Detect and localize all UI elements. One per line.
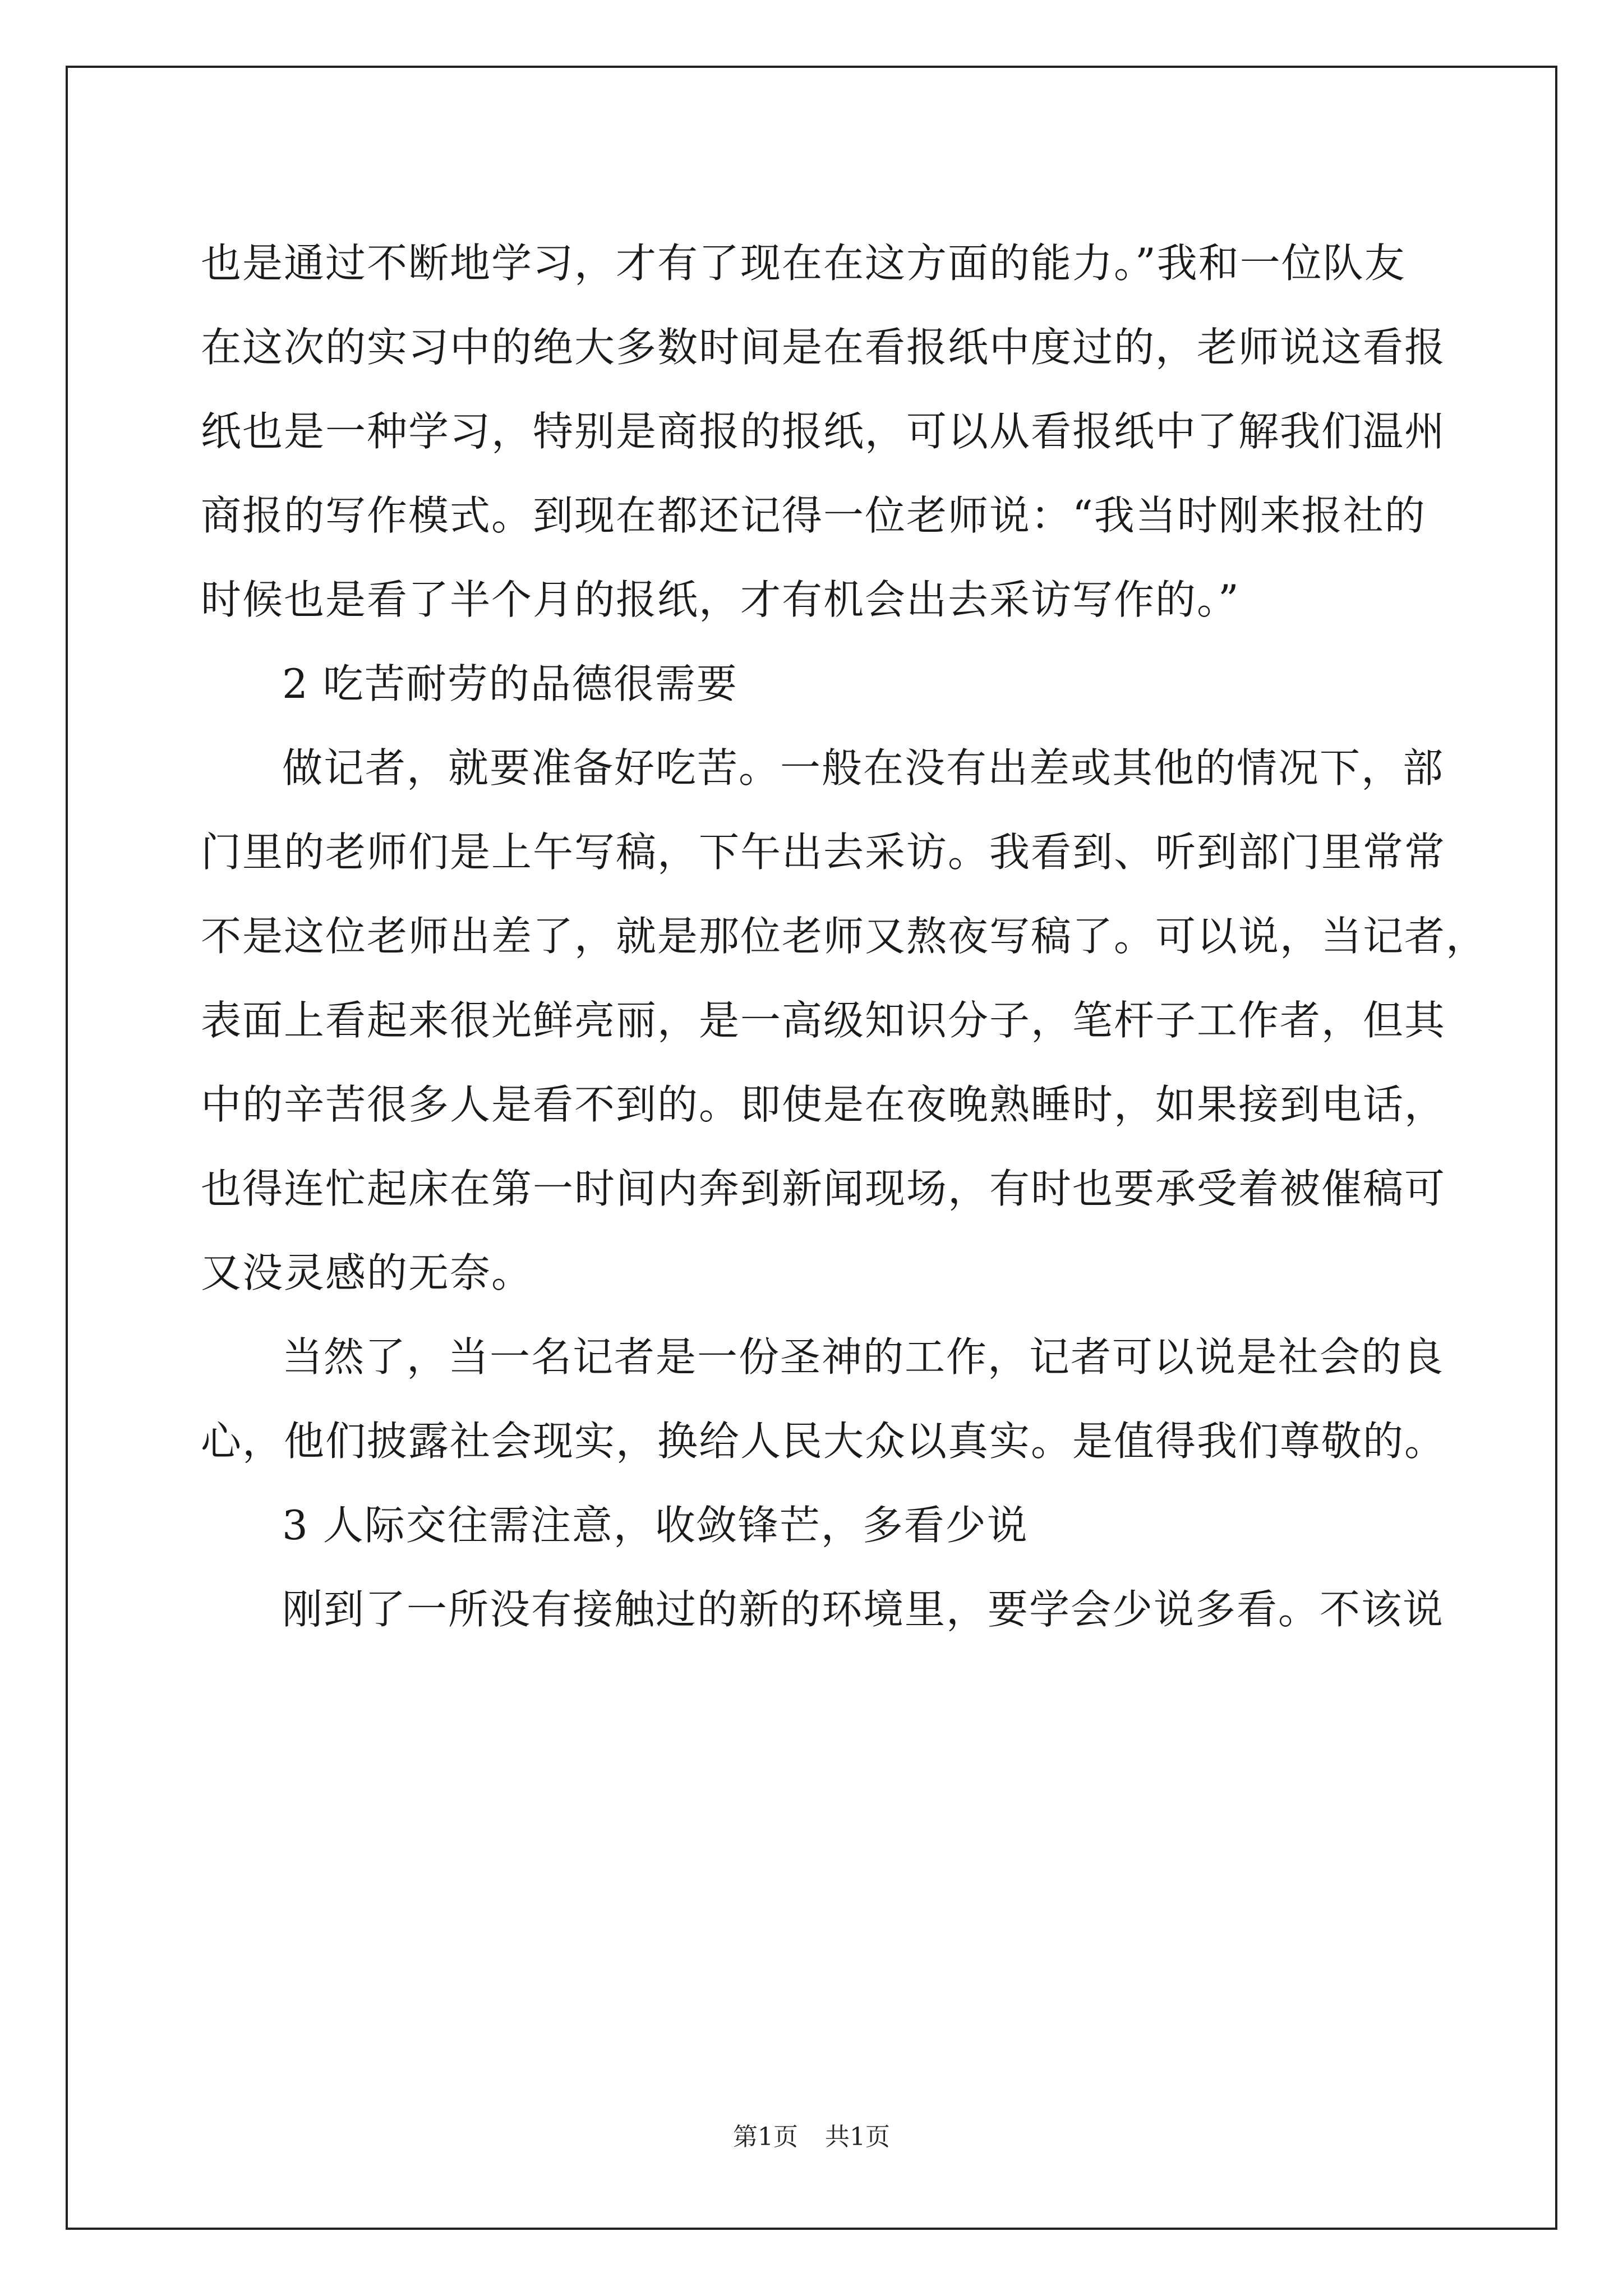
text-line: 做记者，就要准备好吃苦。一般在没有出差或其他的情况下，部: [282, 744, 1445, 792]
text-line: 纸也是一种学习，特别是商报的报纸，可以从看报纸中了解我们温州: [201, 408, 1446, 455]
text-line: 商报的写作模式。到现在都还记得一位老师说：“我当时刚来报社的: [201, 492, 1426, 539]
section-heading: 3 人际交往需注意，收敛锋芒，多看少说: [282, 1502, 1029, 1549]
text-line: 也是通过不断地学习，才有了现在在这方面的能力。”我和一位队友: [201, 240, 1406, 287]
text-line: 当然了，当一名记者是一份圣神的工作，记者可以说是社会的良: [282, 1333, 1445, 1381]
page-number: 第1页: [733, 2123, 798, 2151]
text-line: 也得连忙起床在第一时间内奔到新闻现场，有时也要承受着被催稿可: [201, 1165, 1446, 1212]
text-line: 中的辛苦很多人是看不到的。即使是在夜晚熟睡时，如果接到电话，: [201, 1081, 1446, 1128]
text-line: 在这次的实习中的绝大多数时间是在看报纸中度过的，老师说这看报: [201, 324, 1446, 371]
text-line: 心，他们披露社会现实，换给人民大众以真实。是值得我们尊敬的。: [201, 1418, 1446, 1465]
text-line: 不是这位老师出差了，就是那位老师又熬夜写稿了。可以说，当记者，: [201, 913, 1488, 960]
text-line: 表面上看起来很光鲜亮丽，是一高级知识分子，笔杆子工作者，但其: [201, 997, 1446, 1044]
page-total: 共1页: [825, 2123, 890, 2151]
text-line: 又没灵感的无奈。: [201, 1249, 533, 1296]
text-line: 时候也是看了半个月的报纸，才有机会出去采访写作的。”: [201, 576, 1240, 623]
text-line: 门里的老师们是上午写稿，下午出去采访。我看到、听到部门里常常: [201, 829, 1446, 876]
page-footer: [0, 2120, 1623, 2154]
section-heading: 2 吃苦耐劳的品德很需要: [282, 660, 738, 707]
text-line: 刚到了一所没有接触过的新的环境里，要学会少说多看。不该说: [282, 1586, 1445, 1633]
